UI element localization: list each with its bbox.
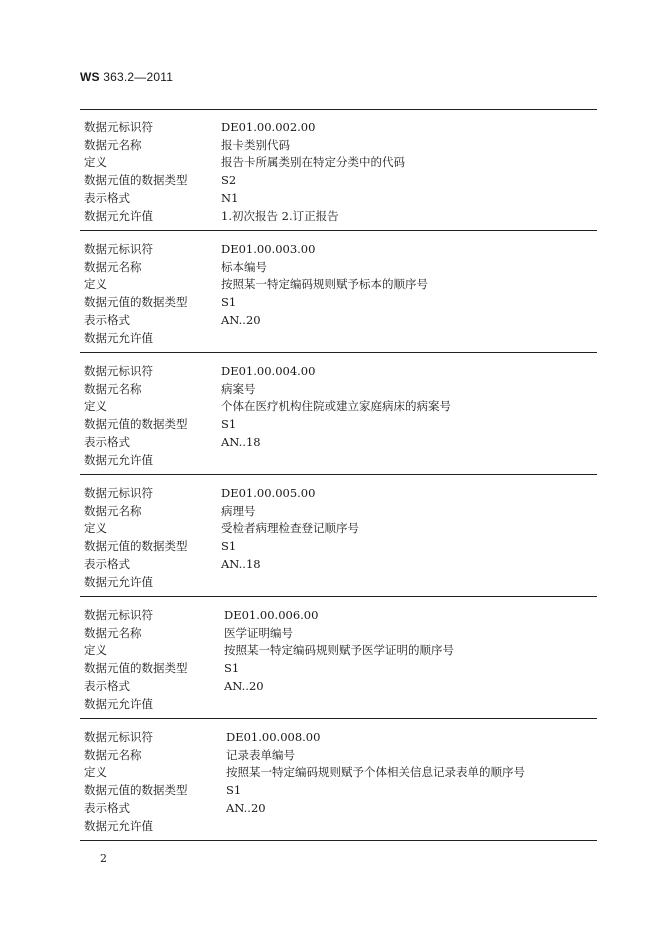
field-value-name: 记录表单编号	[226, 747, 295, 762]
field-label-format: 表示格式	[84, 312, 130, 327]
field-row-allowed	[0, 329, 662, 347]
field-row-datatype	[0, 537, 662, 555]
field-label-identifier: 数据元标识符	[84, 242, 153, 256]
standard-code-prefix: WS	[80, 70, 100, 84]
field-value-name: 病理号	[221, 503, 256, 518]
record-separator-rule	[80, 840, 597, 841]
record-separator-rule	[80, 352, 597, 353]
field-label-definition: 定义	[84, 277, 107, 292]
field-row-datatype	[0, 171, 662, 189]
field-value-identifier: DE01.00.004.00	[221, 364, 316, 378]
field-label-identifier: 数据元标识符	[84, 608, 153, 622]
field-value-datatype: S1	[221, 417, 237, 432]
field-row-datatype	[0, 659, 662, 677]
field-label-allowed: 数据元允许值	[84, 208, 153, 223]
field-value-name: 标本编号	[221, 259, 267, 274]
field-value-datatype: S1	[221, 539, 237, 554]
page-number: 2	[100, 852, 107, 865]
field-value-datatype: S1	[221, 295, 237, 310]
field-value-identifier: DE01.00.002.00	[221, 120, 316, 134]
field-label-definition: 定义	[84, 399, 107, 414]
field-label-allowed: 数据元允许值	[84, 452, 153, 467]
field-label-definition: 定义	[84, 521, 107, 536]
field-row-format	[0, 433, 662, 451]
field-value-definition: 按照某一特定编码规则赋予标本的顺序号	[221, 277, 428, 292]
field-row-identifier	[0, 484, 662, 502]
field-label-format: 表示格式	[84, 434, 130, 449]
record-separator-rule	[80, 474, 597, 475]
field-row-definition	[0, 275, 662, 293]
field-value-definition: 报告卡所属类别在特定分类中的代码	[221, 155, 405, 170]
field-label-datatype: 数据元值的数据类型	[84, 295, 188, 310]
standard-code-number: 363.2—2011	[99, 70, 174, 84]
field-value-name: 病案号	[221, 381, 256, 396]
field-row-format	[0, 677, 662, 695]
field-value-identifier: DE01.00.003.00	[221, 242, 316, 256]
field-row-definition	[0, 153, 662, 171]
field-value-format: AN..20	[224, 678, 264, 693]
field-label-name: 数据元名称	[84, 259, 142, 274]
field-label-datatype: 数据元值的数据类型	[84, 539, 188, 554]
field-label-identifier: 数据元标识符	[84, 486, 153, 500]
field-row-identifier	[0, 362, 662, 380]
field-row-name	[0, 380, 662, 398]
field-value-name: 报卡类别代码	[221, 137, 290, 152]
field-label-definition: 定义	[84, 155, 107, 170]
field-label-datatype: 数据元值的数据类型	[84, 173, 188, 188]
field-label-allowed: 数据元允许值	[84, 574, 153, 589]
field-row-name	[0, 746, 662, 764]
field-label-definition: 定义	[84, 643, 107, 658]
field-row-datatype	[0, 781, 662, 799]
field-row-format	[0, 189, 662, 207]
field-value-identifier: DE01.00.006.00	[224, 608, 319, 622]
field-value-format: AN..20	[226, 800, 266, 815]
field-row-definition	[0, 763, 662, 781]
field-value-datatype: S2	[221, 173, 237, 188]
field-label-name: 数据元名称	[84, 625, 142, 640]
field-row-format	[0, 311, 662, 329]
field-value-identifier: DE01.00.005.00	[221, 486, 316, 500]
top-rule	[80, 109, 597, 110]
field-label-format: 表示格式	[84, 190, 130, 205]
field-value-definition: 受检者病理检查登记顺序号	[221, 521, 359, 536]
field-label-identifier: 数据元标识符	[84, 730, 153, 744]
field-row-definition	[0, 519, 662, 537]
field-value-allowed: 1.初次报告 2.订正报告	[221, 208, 339, 223]
field-label-name: 数据元名称	[84, 137, 142, 152]
field-row-identifier	[0, 606, 662, 624]
field-label-datatype: 数据元值的数据类型	[84, 783, 188, 798]
field-row-identifier	[0, 240, 662, 258]
field-row-format	[0, 555, 662, 573]
field-label-name: 数据元名称	[84, 747, 142, 762]
field-value-definition: 按照某一特定编码规则赋予医学证明的顺序号	[224, 643, 454, 658]
field-value-format: AN..20	[221, 312, 261, 327]
record-separator-rule	[80, 230, 597, 231]
field-label-datatype: 数据元值的数据类型	[84, 661, 188, 676]
field-label-identifier: 数据元标识符	[84, 364, 153, 378]
record-separator-rule	[80, 596, 597, 597]
field-row-name	[0, 258, 662, 276]
field-value-datatype: S1	[226, 783, 242, 798]
field-label-format: 表示格式	[84, 800, 130, 815]
field-label-identifier: 数据元标识符	[84, 120, 153, 134]
field-row-allowed	[0, 451, 662, 469]
field-label-allowed: 数据元允许值	[84, 330, 153, 345]
field-value-name: 医学证明编号	[224, 625, 293, 640]
field-value-definition: 按照某一特定编码规则赋予个体相关信息记录表单的顺序号	[226, 765, 525, 780]
field-label-name: 数据元名称	[84, 381, 142, 396]
field-row-format	[0, 799, 662, 817]
field-label-format: 表示格式	[84, 678, 130, 693]
field-row-definition	[0, 641, 662, 659]
field-label-format: 表示格式	[84, 556, 130, 571]
field-label-definition: 定义	[84, 765, 107, 780]
field-row-datatype	[0, 415, 662, 433]
field-value-format: AN..18	[221, 434, 261, 449]
field-label-datatype: 数据元值的数据类型	[84, 417, 188, 432]
field-row-definition	[0, 397, 662, 415]
field-value-definition: 个体在医疗机构住院或建立家庭病床的病案号	[221, 399, 451, 414]
field-value-identifier: DE01.00.008.00	[226, 730, 321, 744]
field-row-identifier	[0, 118, 662, 136]
field-value-format: N1	[221, 190, 239, 205]
field-value-datatype: S1	[224, 661, 240, 676]
field-row-name	[0, 624, 662, 642]
field-value-format: AN..18	[221, 556, 261, 571]
field-label-allowed: 数据元允许值	[84, 696, 153, 711]
field-row-allowed	[0, 573, 662, 591]
field-row-allowed	[0, 207, 662, 225]
field-row-allowed	[0, 817, 662, 835]
field-label-allowed: 数据元允许值	[84, 818, 153, 833]
field-row-name	[0, 502, 662, 520]
field-row-identifier	[0, 728, 662, 746]
field-row-name	[0, 136, 662, 154]
field-label-name: 数据元名称	[84, 503, 142, 518]
record-separator-rule	[80, 718, 597, 719]
field-row-allowed	[0, 695, 662, 713]
field-row-datatype	[0, 293, 662, 311]
